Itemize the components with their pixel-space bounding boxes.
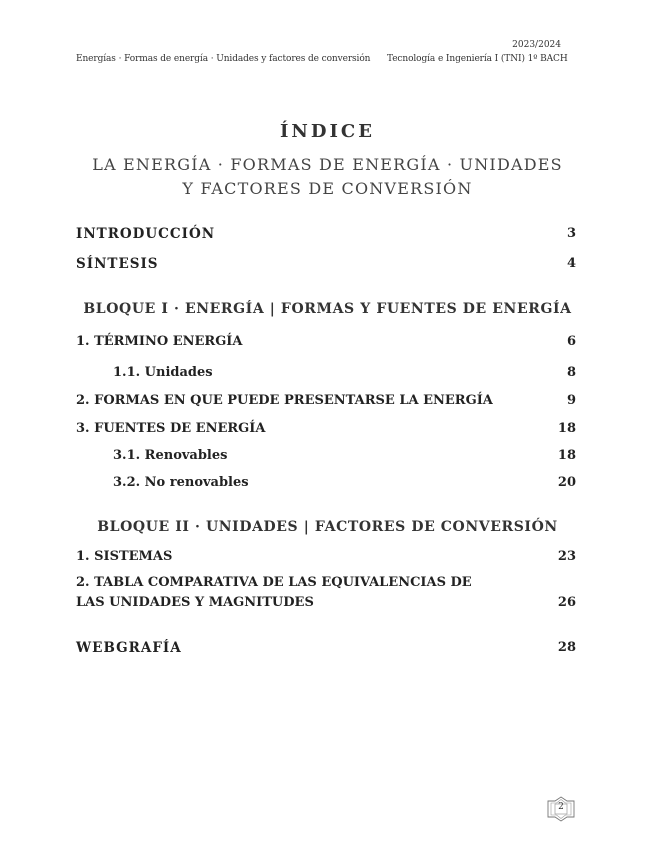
toc-entry-label: WEBGRAFÍA bbox=[76, 640, 182, 656]
toc-entry-page: 28 bbox=[557, 640, 576, 655]
toc-entry-page: 8 bbox=[566, 365, 576, 380]
page-subtitle: LA ENERGÍA · FORMAS DE ENERGÍA · UNIDADES Y FACTORES DE CONVERSIÓN bbox=[92, 155, 563, 198]
toc-entry-page: 26 bbox=[557, 595, 576, 610]
toc-entry-label: SÍNTESIS bbox=[76, 256, 159, 272]
header-course: Tecnología e Ingeniería I (TNI) 1º BACH bbox=[387, 54, 568, 64]
toc-entry-label: 3.2. No renovables bbox=[113, 475, 249, 490]
toc-entry-page: 18 bbox=[557, 421, 576, 436]
page-number: 2 bbox=[558, 802, 564, 812]
toc-entry-label: 3. FUENTES DE ENERGÍA bbox=[76, 421, 266, 436]
toc-entry-label: 1. SISTEMAS bbox=[76, 549, 173, 564]
toc-entry-page: 6 bbox=[566, 334, 576, 349]
toc-entry-label: 2. TABLA COMPARATIVA DE LAS EQUIVALENCIAS DE LAS UNIDADES Y MAGNITUDES bbox=[76, 575, 472, 610]
toc-entry-page: 20 bbox=[557, 475, 576, 490]
section-heading-bloque-2: BLOQUE II · UNIDADES | FACTORES DE CONVERSIÓN bbox=[97, 519, 558, 535]
toc-entry-label: 1. TÉRMINO ENERGÍA bbox=[76, 334, 243, 349]
toc-entry-label: INTRODUCCIÓN bbox=[76, 226, 216, 242]
toc-entry-page: 9 bbox=[566, 393, 576, 408]
toc-entry-page: 3 bbox=[566, 226, 576, 241]
page-title: ÍNDICE bbox=[280, 121, 375, 142]
toc-entry-label: 2. FORMAS EN QUE PUEDE PRESENTARSE LA ENERGÍA bbox=[76, 393, 493, 408]
header-year: 2023/2024 bbox=[512, 40, 561, 50]
toc-entry-page: 23 bbox=[557, 549, 576, 564]
section-heading-bloque-1: BLOQUE I · ENERGÍA | FORMAS Y FUENTES DE ENERGÍA bbox=[83, 301, 572, 317]
toc-entry-page: 18 bbox=[557, 448, 576, 463]
header-subject: Energías · Formas de energía · Unidades y factores de conversión bbox=[76, 54, 371, 64]
toc-entry-label: 3.1. Renovables bbox=[113, 448, 228, 463]
toc-entry-label: 1.1. Unidades bbox=[113, 365, 213, 380]
page-number-badge bbox=[546, 796, 576, 822]
toc-entry-page: 4 bbox=[566, 256, 576, 271]
